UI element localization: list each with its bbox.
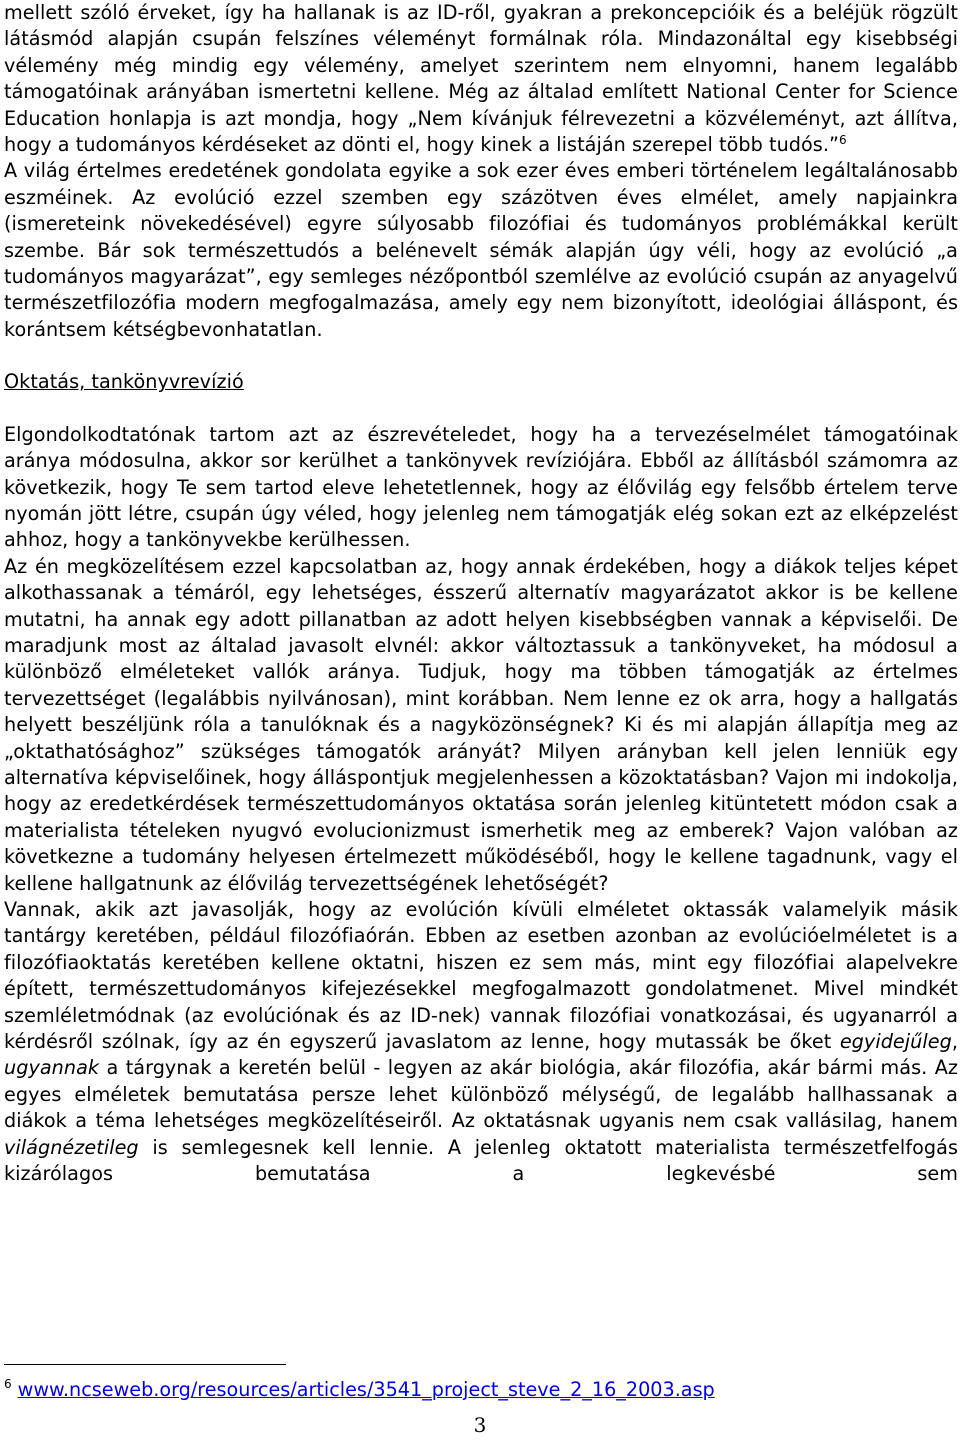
emphasis-egyidejuleg: egyidejűleg [839, 1030, 952, 1054]
footnote [4, 1377, 904, 1403]
paragraph-1 [4, 0, 958, 158]
paragraph-5-part-2: a tárgynak a keretén belül - legyen az akár biológia, akár filozófia, akár bármi más. Az egyes elméletek bemutatása persze lehet különböző mélységű, de legalább hallhassanak a diákok a téma lehetséges megközelítéseiről. Az oktatásnak ugyanis nem csak vallásilag, hanem [4, 1056, 958, 1133]
page-number: 3 [473, 1413, 487, 1437]
paragraph-5 [4, 897, 958, 1187]
footnote-link[interactable]: www.ncseweb.org/resources/articles/3541_project_steve_2_16_2003.asp [17, 1378, 715, 1401]
paragraph-4: Az én megközelítésem ezzel kapcsolatban az, hogy annak érdekében, hogy a diákok teljes képet alkothassanak a témáról, egy lehetséges, ésszerű alternatív magyarázatot akkor is be kellene mutatni, ha annak egy adott pillanatban az adott helyen kisebbségben vannak a képviselői. De maradjunk most az általad javasolt elvnél: akkor változtassuk a tankönyveket, ha módosul a különböző elméleteket vallók aránya. Tudjuk, hogy ma többen támogatják az értelmes tervezettséget (legalábbis nyilvánosan), mint korábban. Nem lenne ez ok arra, hogy a hallgatás helyett beszéljünk róla a tanulóknak és a nagyközönségnek? Ki és mi alapján állapítja meg az „oktathatósághoz” szükséges támogatók arányát? Milyen arányban kell jelen lenniük egy alternatíva képviselőinek, hogy álláspontjuk megjelenhessen a közoktatásban? Vajon mi indokolja, hogy az eredetkérdések természettudományos oktatása során jelenleg kitüntetett módon csak a materialista tételeken nyugvó evolucionizmust ismerhetik meg az emberek? Vajon valóban az következne a tudomány helyesen értelmezett működéséből, hogy le kellene tagadnunk, vagy el kellene hallgatnunk az élővilág tervezettségének lehetőségét? [4, 554, 958, 895]
paragraph-3: Elgondolkodtatónak tartom azt az észrevételedet, hogy ha a tervezéselmélet támogatóinak aránya módosulna, akkor sor kerülhet a tankönyvek revíziójára. Ebből az állításból számomra az következik, hogy Te sem tartod eleve lehetetlennek, hogy az élővilág egy felsőbb értelem terve nyomán jött létre, csupán úgy véled, hogy jelenleg nem támogatják elég sokan ezt az elképzelést ahhoz, hogy a tankönyvekbe kerülhessen. [4, 422, 958, 552]
footnote-ref-6[interactable]: 6 [838, 133, 847, 148]
paragraph-2: A világ értelmes eredetének gondolata egyike a sok ezer éves emberi történelem legáltalánosabb eszméinek. Az evolúció ezzel szemben egy százötven éves elmélet, amely napjainkra (ismereteink növekedésével) egyre súlyosabb filozófiai és tudományos problémákkal került szembe. Bár sok természettudós a belénevelt sémák alapján úgy véli, hogy az evolúció „a tudományos magyarázat”, egy semleges nézőpontból szemlélve az evolúció csupán az anyagelvű természetfilozófia modern megfogalmazása, amely egy nem bizonyított, ideológiai álláspont, és korántsem kétségbevonhatatlan. [4, 159, 958, 341]
footnote-number: 6 [4, 1377, 12, 1391]
paragraph-5-part-3: is semlegesnek kell lennie. A jelenleg oktatott materialista természetfelfogás kizárólagos bemutatása a legkevésbé sem [4, 1135, 958, 1186]
paragraph-5-separator: , [951, 1030, 958, 1054]
paragraph-5-part-1: Vannak, akik azt javasolják, hogy az evolúción kívüli elméletet oktassák valamelyik másik tantárgy keretében, például filozófiaórán. Ebben az esetben azonban az evolúcióelméletet is a filozófiaoktatás keretében kellene oktatni, hiszen ez sem más, mint egy filozófiai alapelvekre épített, természettudományos kifejezésekkel megfogalmazott gondolatmenet. Mivel mindkét szemléletmódnak (az evolúciónak és az ID-nek) vannak filozófiai vonatkozásai, és ugyanarról a kérdésről szólnak, így az én egyszerű javaslatom az lenne, hogy mutassák be őket [4, 898, 958, 1054]
paragraph-1-text: mellett szóló érveket, így ha hallanak is az ID-ről, gyakran a prekoncepcióik és a beléjük rögzült látásmód alapján csupán felszínes véleményt formálnak róla. Mindazonáltal egy kisebbségi vélemény még mindig egy vélemény, amelyet szerintem nem elnyomni, hanem legalább támogatóinak arányában ismertetni kellene. Még az általad említett National Center for Science Education honlapja is azt mondja, hogy „Nem kívánjuk félrevezetni a közvéleményt, azt állítva, hogy a tudományos kérdéseket az dönti el, hogy kinek a listáján szerepel több tudós.” [4, 1, 958, 157]
emphasis-vilagnezetileg: világnézetileg [4, 1135, 139, 1159]
emphasis-ugyannak: ugyannak [4, 1056, 100, 1080]
footnote-separator [4, 1364, 286, 1365]
section-heading: Oktatás, tankönyvrevízió [4, 370, 244, 394]
document-page [4, 0, 958, 1187]
